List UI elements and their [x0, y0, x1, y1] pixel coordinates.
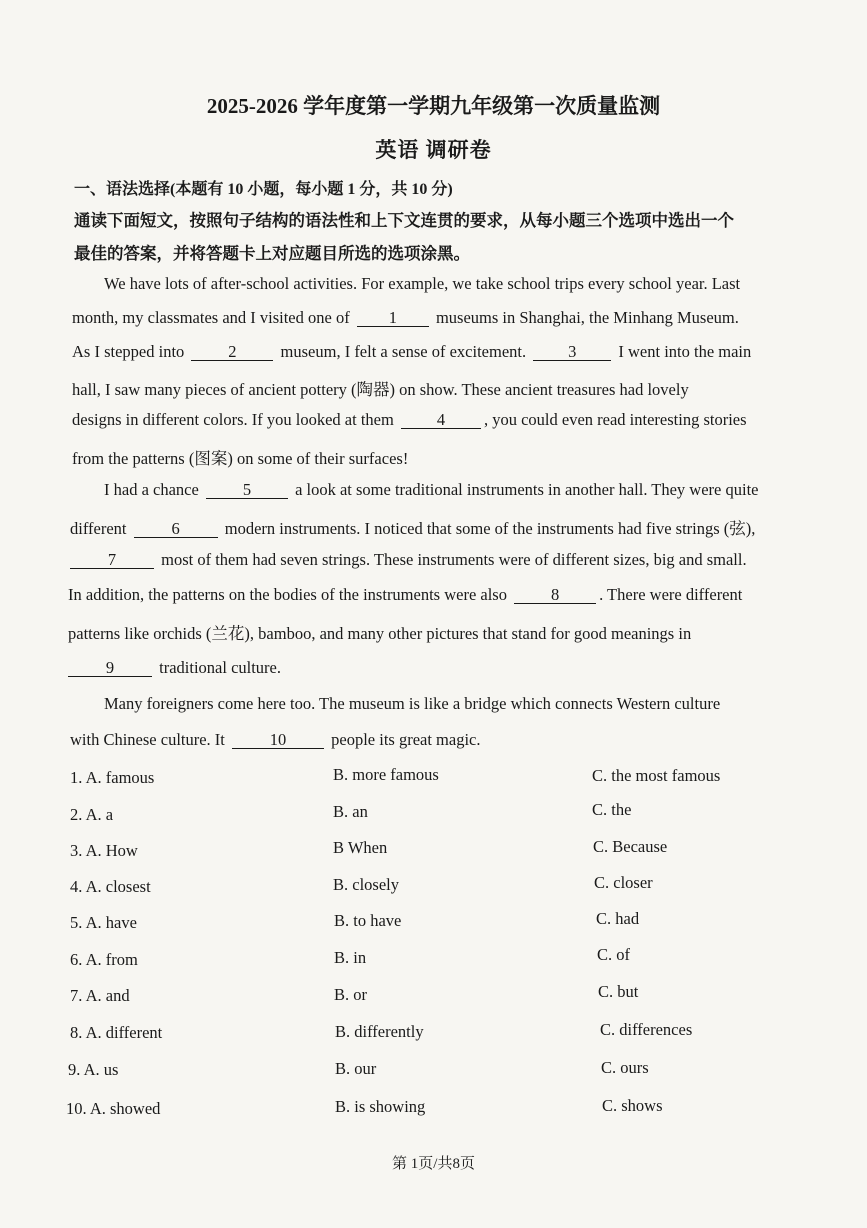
blank-4: 4	[401, 411, 481, 429]
option-7-a: 7. A. and	[70, 986, 130, 1005]
passage-line: 9 traditional culture.	[68, 658, 281, 678]
option-3-c: C. Because	[593, 837, 668, 856]
blank-10: 10	[232, 731, 324, 749]
option-8-b: B. differently	[335, 1022, 424, 1041]
passage-line: 7 most of them had seven strings. These instruments were of different sizes, big and small.	[70, 550, 747, 570]
option-4-b: B. closely	[333, 875, 399, 894]
option-9-b: B. our	[335, 1059, 377, 1078]
option-6-c: C. of	[597, 945, 630, 964]
section-heading: 一、语法选择(本题有 10 小题，每小题 1 分，共 10 分)	[74, 181, 453, 198]
passage-line: As I stepped into 2 museum, I felt a sense of excitement. 3 I went into the main	[72, 342, 752, 361]
option-10-b: B. is showing	[335, 1097, 426, 1116]
passage-line: hall, I saw many pieces of ancient pottery (陶器) on show. These ancient treasures had lovely	[72, 380, 689, 399]
option-7-c: C. but	[598, 982, 639, 1001]
option-3-a: 3. A. How	[70, 841, 138, 860]
exam-title: 2025-2026 学年度第一学期九年级第一次质量监测	[206, 94, 661, 118]
option-8-a: 8. A. different	[70, 1023, 163, 1042]
option-4-a: 4. A. closest	[70, 877, 151, 896]
option-10-a: 10. A. showed	[66, 1099, 161, 1118]
passage-line: I had a chance 5 a look at some traditional instruments in another hall. They were quite	[104, 480, 759, 499]
option-1-b: B. more famous	[333, 765, 439, 784]
passage-line: from the patterns (图案) on some of their surfaces!	[72, 449, 409, 468]
option-8-c: C. differences	[600, 1020, 693, 1039]
option-5-a: 5. A. have	[70, 913, 137, 932]
option-7-b: B. or	[334, 985, 367, 1004]
blank-3: 3	[533, 343, 611, 361]
passage-line: In addition, the patterns on the bodies of the instruments were also 8 . There were different	[68, 585, 743, 604]
passage-line: with Chinese culture. It 10 people its great magic.	[70, 730, 481, 749]
passage-line: Many foreigners come here too. The museum is like a bridge which connects Western culture	[104, 694, 721, 713]
option-2-a: 2. A. a	[70, 805, 114, 824]
blank-9: 9	[68, 659, 152, 677]
option-5-c: C. had	[596, 909, 640, 928]
passage-line: patterns like orchids (兰花), bamboo, and many other pictures that stand for good meanings in	[68, 624, 692, 643]
blank-6: 6	[134, 520, 218, 538]
blank-7: 7	[70, 551, 154, 569]
option-9-c: C. ours	[601, 1058, 649, 1077]
instruction-line-2: 最佳的答案，并将答题卡上对应题目所选的选项涂黑。	[74, 244, 470, 263]
passage-line: month, my classmates and I visited one of 1 museums in Shanghai, the Minhang Museum.	[72, 308, 739, 327]
option-9-a: 9. A. us	[68, 1060, 119, 1079]
option-1-c: C. the most famous	[592, 766, 721, 785]
blank-2: 2	[191, 343, 273, 361]
option-5-b: B. to have	[334, 911, 402, 930]
option-6-b: B. in	[334, 948, 367, 967]
blank-8: 8	[514, 586, 596, 604]
option-2-c: C. the	[592, 800, 632, 819]
option-2-b: B. an	[333, 802, 368, 821]
page-number: 第 1页/共8页	[392, 1156, 475, 1172]
option-6-a: 6. A. from	[70, 950, 138, 969]
passage-line: We have lots of after-school activities. For example, we take school trips every school year. Last	[104, 274, 741, 293]
option-3-b: B When	[333, 838, 388, 857]
option-1-a: 1. A. famous	[70, 768, 155, 787]
exam-subtitle: 英语 调研卷	[375, 138, 492, 162]
blank-1: 1	[357, 309, 429, 327]
passage-line: different 6 modern instruments. I noticed that some of the instruments had five strings (弦),	[70, 519, 756, 538]
passage-line: designs in different colors. If you looked at them 4 , you could even read interesting stories	[72, 410, 747, 429]
blank-5: 5	[206, 481, 288, 499]
option-4-c: C. closer	[594, 873, 653, 892]
option-10-c: C. shows	[602, 1096, 663, 1115]
instruction-line-1: 通读下面短文，按照句子结构的语法性和上下文连贯的要求，从每小题三个选项中选出一个	[74, 211, 734, 230]
